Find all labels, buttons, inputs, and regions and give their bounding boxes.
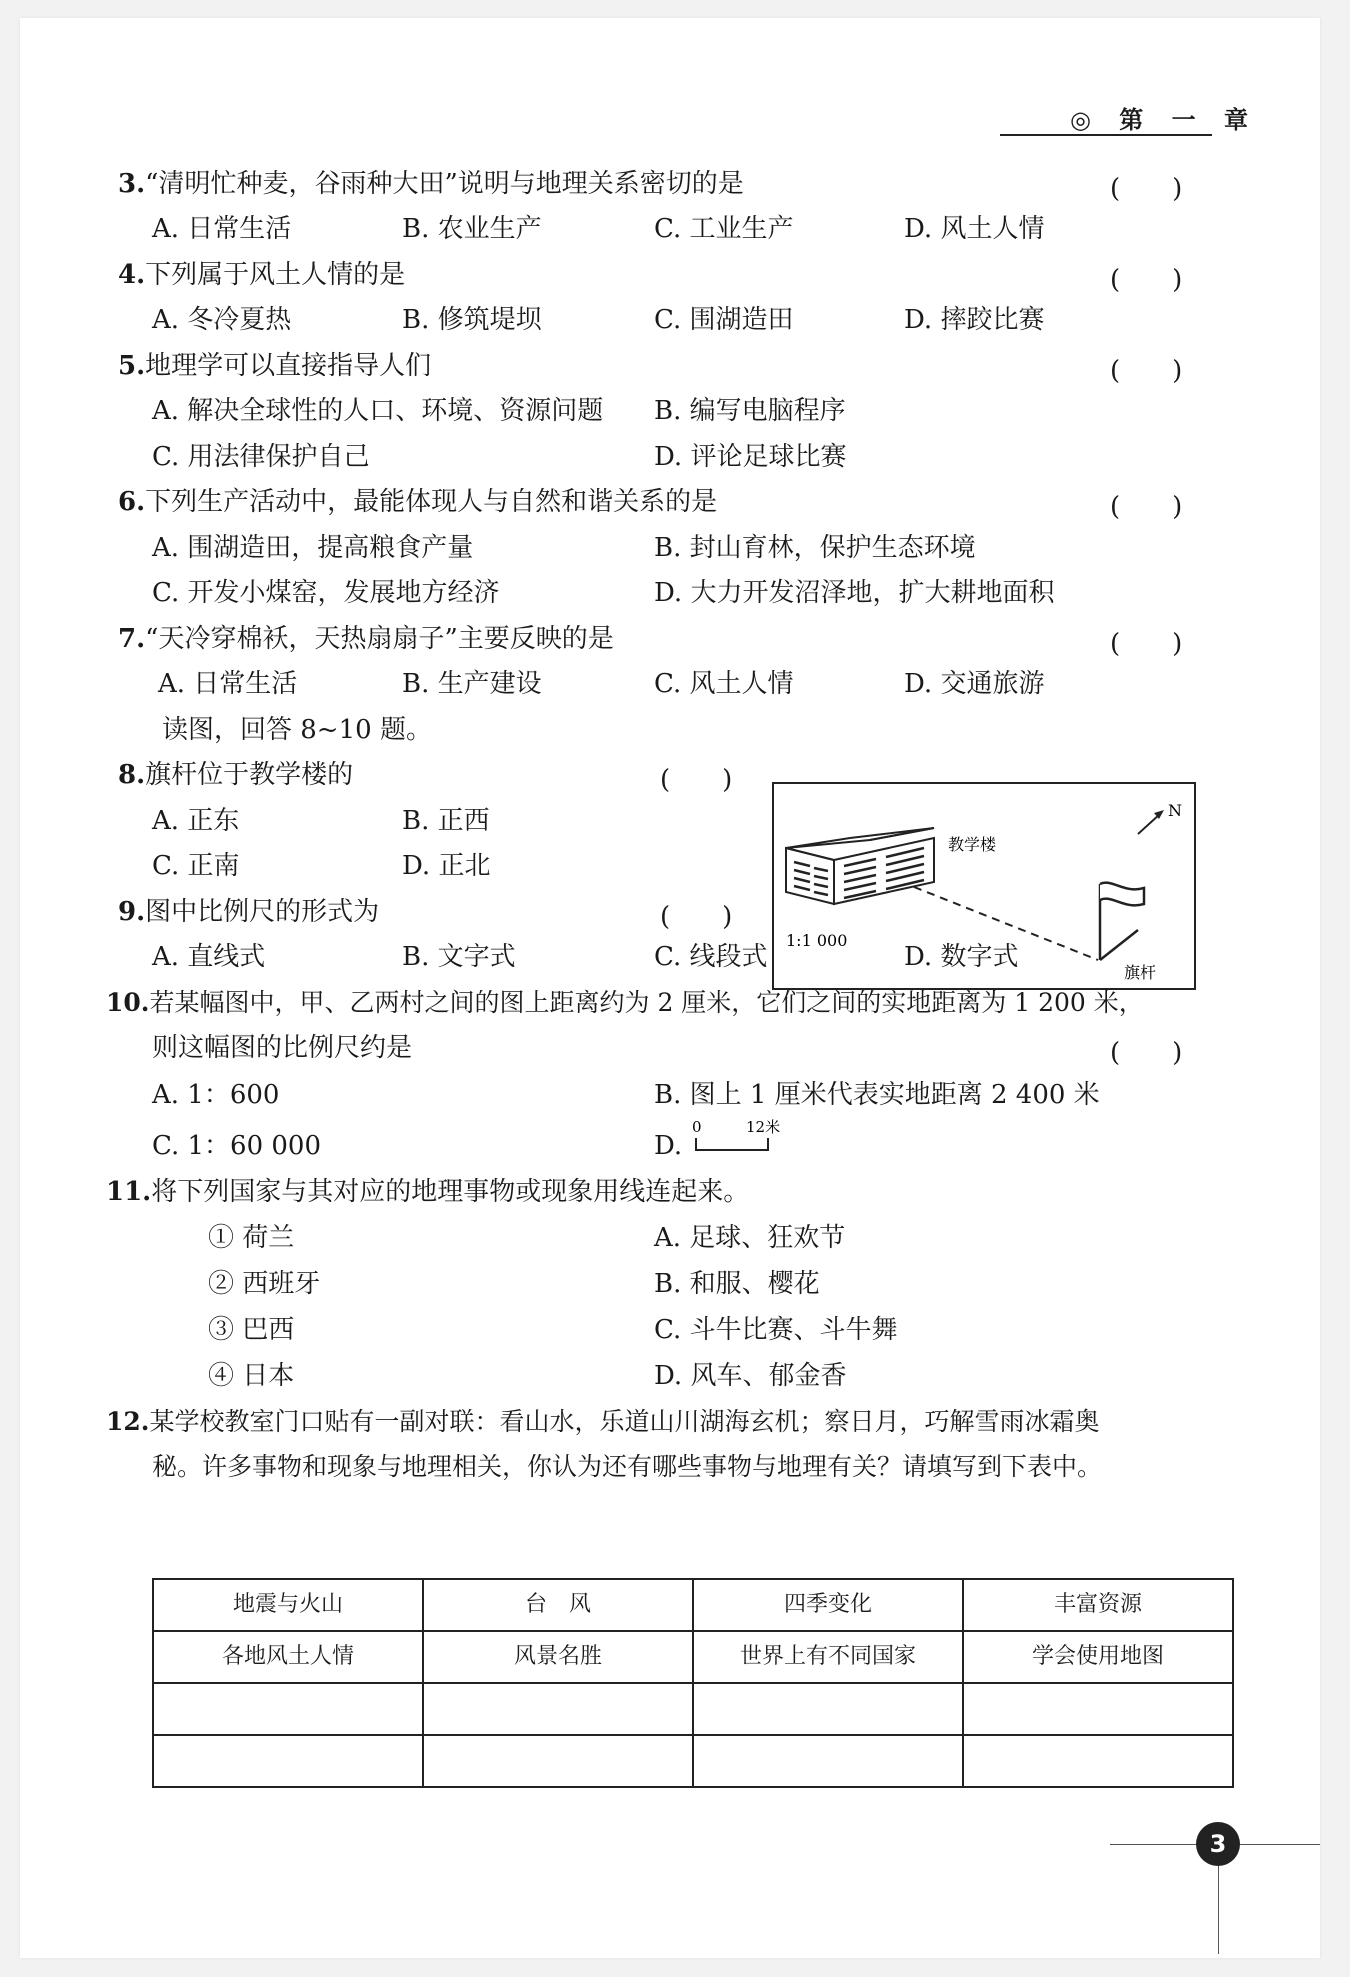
answer-blank[interactable]: ( )	[1110, 265, 1183, 295]
option-c: C. 线段式	[654, 942, 768, 972]
match-right-item: C. 斗牛比赛、斗牛舞	[654, 1315, 898, 1345]
match-right-item: B. 和服、樱花	[654, 1269, 820, 1299]
question-text: 地理学可以直接指导人们	[145, 351, 432, 381]
table-cell: 地震与火山	[153, 1579, 423, 1631]
option-d: D. 数字式	[904, 942, 1019, 972]
question-text-cont: 则这幅图的比例尺约是	[152, 1033, 413, 1063]
answer-blank[interactable]: ( )	[660, 765, 733, 795]
question-text: “天冷穿棉袄，天热扇扇子”主要反映的是	[145, 624, 614, 654]
question-7	[118, 623, 614, 655]
option-b: B. 文字式	[402, 942, 516, 972]
table-cell-blank[interactable]	[693, 1683, 963, 1735]
option-b: B. 封山育林，保护生态环境	[654, 533, 976, 563]
chapter-header: ◎ 第 一 章	[1070, 105, 1259, 134]
option-a: A. 日常生活	[158, 669, 298, 699]
option-b: B. 正西	[402, 806, 490, 836]
option-c: C. 工业生产	[654, 214, 794, 244]
match-left-item: ④ 日本	[208, 1361, 295, 1391]
question-text: 下列属于风土人情的是	[145, 260, 406, 290]
header-rule	[1000, 134, 1212, 136]
question-12	[106, 1406, 1100, 1438]
option-a: A. 1：600	[152, 1080, 280, 1110]
table-cell-blank[interactable]	[693, 1735, 963, 1787]
option-d: D. 风土人情	[904, 214, 1045, 244]
option-a: A. 冬冷夏热	[152, 305, 292, 335]
question-text: 若某幅图中，甲、乙两村之间的图上距离约为 2 厘米，它们之间的实地距离为 1 200 米，	[149, 988, 1144, 1017]
answer-blank[interactable]: ( )	[1110, 174, 1183, 204]
table-row	[153, 1579, 1233, 1631]
question-6	[118, 486, 717, 518]
table-cell: 四季变化	[693, 1579, 963, 1631]
question-number: 12.	[106, 1407, 150, 1436]
option-c: C. 用法律保护自己	[152, 442, 370, 472]
match-right-item: D. 风车、郁金香	[654, 1361, 847, 1391]
question-number: 5.	[118, 351, 146, 381]
option-c: C. 风土人情	[654, 669, 794, 699]
option-b: B. 编写电脑程序	[654, 396, 846, 426]
answer-blank[interactable]: ( )	[660, 902, 733, 932]
option-d: D. 摔跤比赛	[904, 305, 1045, 335]
building-label: 教学楼	[948, 835, 997, 854]
match-left-item: ① 荷兰	[208, 1223, 295, 1253]
question-8	[118, 759, 353, 791]
question-text: 旗杆位于教学楼的	[145, 760, 354, 790]
table-cell-blank[interactable]	[423, 1683, 693, 1735]
question-text: 某学校教室门口贴有一副对联：看山水，乐道山川湖海玄机；察日月，巧解雪雨冰霜奥	[149, 1407, 1100, 1436]
option-d: D. 交通旅游	[904, 669, 1045, 699]
option-d: D.	[654, 1131, 683, 1161]
option-d: D. 评论足球比赛	[654, 442, 847, 472]
match-left-item: ③ 巴西	[208, 1315, 295, 1345]
question-text: 图中比例尺的形式为	[145, 897, 380, 927]
option-c: C. 1：60 000	[152, 1131, 322, 1161]
worksheet-page	[20, 18, 1320, 1958]
scale-label: 1:1 000	[786, 931, 848, 950]
question-3	[118, 168, 744, 200]
question-number: 6.	[118, 487, 146, 517]
table-cell: 风景名胜	[423, 1631, 693, 1683]
question-number: 7.	[118, 624, 146, 654]
question-text: 将下列国家与其对应的地理事物或现象用线连起来。	[151, 1177, 750, 1207]
option-d: D. 大力开发沼泽地，扩大耕地面积	[654, 578, 1055, 608]
answer-blank[interactable]: ( )	[1110, 356, 1183, 386]
option-a: A. 直线式	[152, 942, 266, 972]
option-d: D. 正北	[402, 851, 491, 881]
answer-blank[interactable]: ( )	[1110, 629, 1183, 659]
question-number: 4.	[118, 260, 146, 290]
answer-blank[interactable]: ( )	[1110, 492, 1183, 522]
table-cell-blank[interactable]	[963, 1683, 1233, 1735]
table-cell-blank[interactable]	[423, 1735, 693, 1787]
scale-zero-label: 0	[692, 1118, 702, 1136]
option-c: C. 正南	[152, 851, 240, 881]
question-9	[118, 896, 379, 928]
option-c: C. 开发小煤窑，发展地方经济	[152, 578, 500, 608]
question-number: 10.	[106, 988, 150, 1017]
option-b: B. 农业生产	[402, 214, 542, 244]
question-number: 11.	[106, 1177, 152, 1207]
option-b: B. 生产建设	[402, 669, 542, 699]
page-number: 3	[1196, 1822, 1240, 1866]
table-cell-blank[interactable]	[153, 1735, 423, 1787]
question-text: “清明忙种麦，谷雨种大田”说明与地理关系密切的是	[145, 169, 744, 199]
figure-instruction: 读图，回答 8~10 题。	[162, 715, 432, 745]
flag-label: 旗杆	[1124, 963, 1157, 982]
table-cell-blank[interactable]	[153, 1683, 423, 1735]
north-label: N	[1168, 801, 1182, 820]
table-cell: 台 风	[423, 1579, 693, 1631]
question-text: 下列生产活动中，最能体现人与自然和谐关系的是	[145, 487, 718, 517]
question-10	[106, 987, 1144, 1019]
table-cell: 各地风土人情	[153, 1631, 423, 1683]
table-cell: 学会使用地图	[963, 1631, 1233, 1683]
table-cell: 丰富资源	[963, 1579, 1233, 1631]
table-row	[153, 1631, 1233, 1683]
match-left-item: ② 西班牙	[208, 1269, 321, 1299]
answer-table	[152, 1578, 1234, 1788]
question-number: 8.	[118, 760, 146, 790]
table-cell-blank[interactable]	[963, 1735, 1233, 1787]
option-c: C. 围湖造田	[654, 305, 794, 335]
table-row	[153, 1683, 1233, 1735]
option-b: B. 修筑堤坝	[402, 305, 542, 335]
match-right-item: A. 足球、狂欢节	[654, 1223, 846, 1253]
question-11	[106, 1176, 749, 1208]
answer-blank[interactable]: ( )	[1110, 1038, 1183, 1068]
question-text-cont: 秘。许多事物和现象与地理相关，你认为还有哪些事物与地理有关？请填写到下表中。	[152, 1452, 1103, 1481]
question-number: 3.	[118, 169, 146, 199]
option-a: A. 日常生活	[152, 214, 292, 244]
question-5	[118, 350, 431, 382]
question-number: 9.	[118, 897, 146, 927]
question-4	[118, 259, 405, 291]
option-a: A. 解决全球性的人口、环境、资源问题	[152, 396, 604, 426]
option-a: A. 围湖造田，提高粮食产量	[152, 533, 474, 563]
option-b: B. 图上 1 厘米代表实地距离 2 400 米	[654, 1080, 1100, 1110]
line-scale-bar	[692, 1116, 792, 1160]
table-cell: 世界上有不同国家	[693, 1631, 963, 1683]
table-row	[153, 1735, 1233, 1787]
option-a: A. 正东	[152, 806, 240, 836]
scale-end-label: 12米	[746, 1118, 781, 1136]
